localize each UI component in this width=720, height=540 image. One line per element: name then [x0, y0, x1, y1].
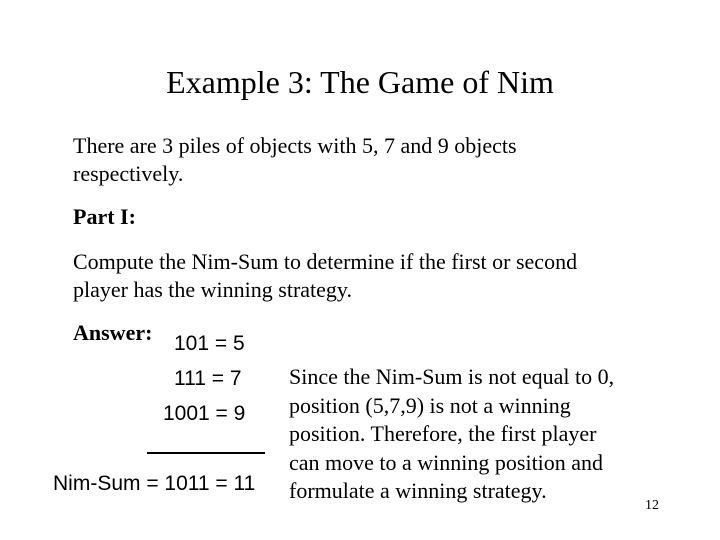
part-heading: Part I: — [73, 204, 136, 229]
intro-line-2: respectively. — [73, 161, 184, 186]
sum-rule-line — [147, 452, 265, 454]
explanation-line-1: Since the Nim-Sum is not equal to 0, — [289, 364, 615, 389]
intro-paragraph — [73, 132, 517, 188]
question-paragraph — [73, 248, 577, 304]
explanation-paragraph — [289, 363, 659, 506]
explanation-line-4: can move to a winning position and — [289, 449, 604, 475]
equation-pile-1: 101 = 5 — [174, 332, 245, 355]
explanation-line-5: formulate a winning strategy. — [289, 478, 547, 503]
equation-nim-sum: Nim-Sum = 1011 = 11 — [53, 472, 256, 495]
equation-pile-2: 111 = 7 — [174, 367, 242, 390]
question-line-1: Compute the Nim-Sum to determine if the first or second — [73, 249, 578, 274]
equation-pile-3: 1001 = 9 — [163, 402, 246, 425]
intro-line-1: There are 3 piles of objects with 5, 7 and 9 objects — [73, 133, 517, 158]
slide-title: Example 3: The Game of Nim — [166, 64, 554, 100]
explanation-line-2: position (5,7,9) is not a winning — [289, 392, 571, 418]
question-line-2: player has the winning strategy. — [73, 277, 352, 302]
explanation-line-3: position. Therefore, the first player — [289, 421, 597, 446]
answer-heading: Answer: — [73, 320, 153, 345]
slide-number: 12 — [645, 498, 659, 513]
